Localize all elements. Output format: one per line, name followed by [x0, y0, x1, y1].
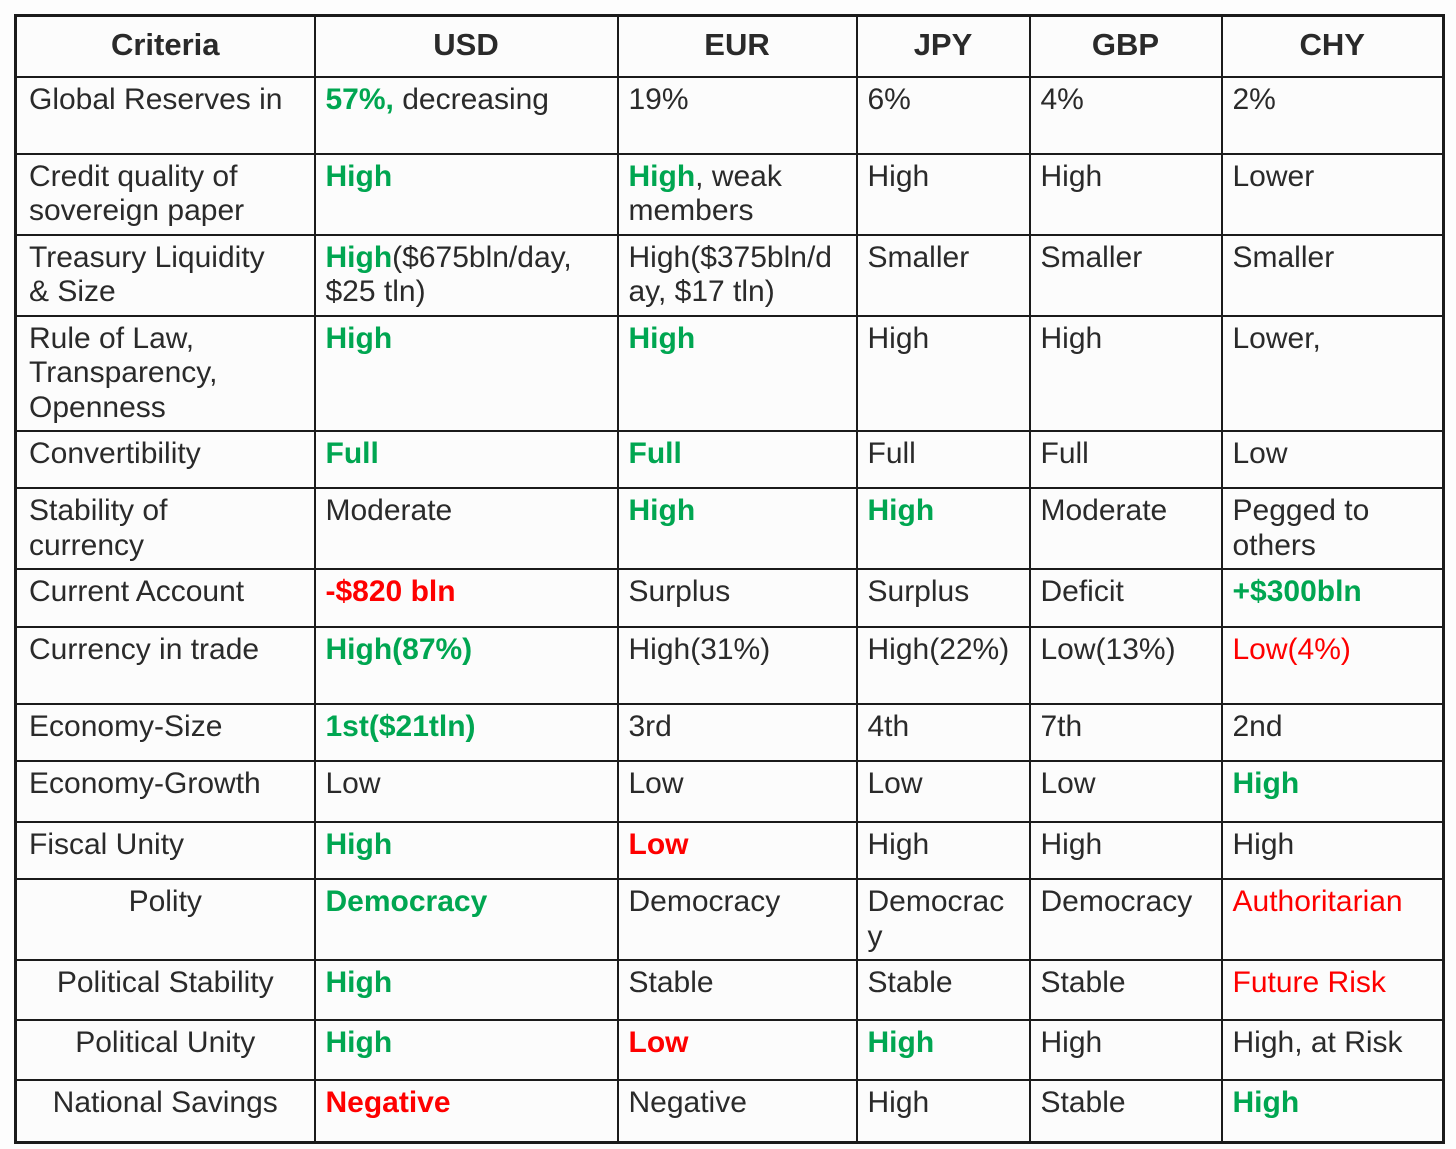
table-header	[16, 16, 1444, 77]
value-cell	[1030, 627, 1222, 704]
cell-text: Low(4%)	[1232, 633, 1351, 666]
table-row	[16, 488, 1444, 569]
value-cell	[315, 1020, 618, 1080]
cell-text: High	[867, 1026, 935, 1059]
cell-text: 3rd	[628, 710, 672, 743]
cell-text: Lower	[1232, 159, 1315, 193]
cell-text: Low	[628, 828, 689, 861]
cell-text: decreasing	[393, 82, 549, 116]
value-cell	[857, 154, 1030, 235]
value-cell	[618, 761, 857, 822]
table-row	[16, 154, 1444, 235]
cell-text: High	[1040, 828, 1103, 861]
value-cell	[857, 879, 1030, 960]
table-row	[16, 761, 1444, 822]
value-cell	[1030, 960, 1222, 1020]
table-row	[16, 822, 1444, 879]
cell-text: Authoritarian	[1232, 885, 1403, 918]
value-cell	[857, 77, 1030, 154]
cell-text: Democracy	[867, 885, 1005, 953]
cell-text: High	[1040, 159, 1103, 193]
cell-text: High	[867, 828, 930, 861]
criteria-cell: Convertibility	[16, 431, 315, 488]
table-row	[16, 316, 1444, 432]
value-cell	[1030, 316, 1222, 432]
value-cell	[1222, 1020, 1444, 1080]
value-cell	[1222, 488, 1444, 569]
value-cell	[1222, 761, 1444, 822]
criteria-cell: Rule of Law, Transparency, Openness	[16, 316, 315, 432]
cell-text: 57%,	[325, 82, 394, 116]
cell-text: +$300bln	[1232, 575, 1362, 608]
value-cell	[857, 316, 1030, 432]
value-cell	[1222, 154, 1444, 235]
currency-table	[14, 14, 1445, 1144]
criteria-cell: National Savings	[16, 1080, 315, 1142]
value-cell	[618, 316, 857, 432]
cell-text: Lower,	[1232, 321, 1321, 355]
value-cell	[1222, 627, 1444, 704]
value-cell	[857, 1020, 1030, 1080]
table-row	[16, 569, 1444, 627]
criteria-cell: Stability of currency	[16, 488, 315, 569]
cell-text: Democracy	[628, 885, 781, 918]
value-cell	[1222, 822, 1444, 879]
cell-text: High($375bln/day, $17 tln)	[628, 240, 832, 308]
cell-text: 1st($21tln)	[325, 710, 476, 743]
cell-text: Low	[325, 767, 381, 800]
value-cell	[315, 569, 618, 627]
value-cell	[315, 822, 618, 879]
cell-text: Smaller	[867, 240, 970, 274]
value-cell	[618, 431, 857, 488]
cell-text: High	[867, 321, 930, 355]
cell-text: High	[1040, 321, 1103, 355]
table-row	[16, 1080, 1444, 1142]
value-cell	[1030, 488, 1222, 569]
cell-text: Negative	[325, 1086, 451, 1119]
value-cell	[618, 1080, 857, 1142]
table-row	[16, 431, 1444, 488]
value-cell	[315, 1080, 618, 1142]
cell-text: High	[628, 494, 696, 527]
cell-text: High	[867, 494, 935, 527]
criteria-cell: Economy-Size	[16, 704, 315, 761]
header-row	[16, 16, 1444, 77]
cell-text: 4th	[867, 710, 910, 743]
criteria-cell: Economy-Growth	[16, 761, 315, 822]
cell-text: High	[1040, 1026, 1103, 1059]
value-cell	[1222, 316, 1444, 432]
table-row	[16, 879, 1444, 960]
cell-text: High	[325, 159, 393, 193]
cell-text: Moderate	[1040, 494, 1168, 527]
value-cell	[1030, 879, 1222, 960]
value-cell	[618, 154, 857, 235]
value-cell	[857, 235, 1030, 316]
cell-text: Low	[628, 767, 684, 800]
cell-text: High	[1232, 1086, 1300, 1119]
cell-text: High(31%)	[628, 633, 771, 666]
cell-text: Future Risk	[1232, 966, 1386, 999]
criteria-cell: Currency in trade	[16, 627, 315, 704]
cell-text: Low	[1232, 437, 1288, 470]
cell-text: Full	[628, 437, 682, 470]
cell-text: -$820 bln	[325, 575, 456, 608]
cell-text: High(87%)	[325, 633, 473, 666]
cell-text: Low	[1040, 767, 1096, 800]
criteria-cell: Credit quality of sovereign paper	[16, 154, 315, 235]
value-cell	[618, 704, 857, 761]
value-cell	[618, 488, 857, 569]
value-cell	[857, 960, 1030, 1020]
value-cell	[857, 627, 1030, 704]
cell-text: High	[867, 1086, 930, 1119]
value-cell	[618, 77, 857, 154]
value-cell	[315, 627, 618, 704]
value-cell	[857, 488, 1030, 569]
cell-text: Smaller	[1232, 240, 1335, 274]
cell-text: 2nd	[1232, 710, 1283, 743]
value-cell	[1222, 431, 1444, 488]
cell-text: Deficit	[1040, 575, 1124, 608]
cell-text: High	[325, 966, 393, 999]
value-cell	[1030, 822, 1222, 879]
value-cell	[857, 761, 1030, 822]
cell-text: Democracy	[325, 885, 488, 918]
cell-text: Stable	[628, 966, 714, 999]
table-body	[16, 77, 1444, 1143]
value-cell	[315, 235, 618, 316]
criteria-column-header: Criteria	[16, 16, 315, 77]
criteria-cell: Political Stability	[16, 960, 315, 1020]
column-header-chy: CHY	[1222, 16, 1444, 77]
value-cell	[315, 488, 618, 569]
value-cell	[1222, 704, 1444, 761]
value-cell	[1030, 1020, 1222, 1080]
cell-text: Full	[867, 437, 916, 470]
cell-text: Surplus	[867, 575, 970, 608]
value-cell	[618, 569, 857, 627]
column-header-eur: EUR	[618, 16, 857, 77]
cell-text: Full	[325, 437, 379, 470]
cell-text: High	[325, 321, 393, 355]
cell-text: Democracy	[1040, 885, 1193, 918]
cell-text: High(22%)	[867, 633, 1010, 666]
value-cell	[315, 154, 618, 235]
criteria-cell: Political Unity	[16, 1020, 315, 1080]
criteria-cell: Current Account	[16, 569, 315, 627]
value-cell	[315, 431, 618, 488]
criteria-cell: Treasury Liquidity & Size	[16, 235, 315, 316]
cell-text: Surplus	[628, 575, 731, 608]
cell-text: Low	[628, 1026, 689, 1059]
value-cell	[1030, 704, 1222, 761]
cell-text: 2%	[1232, 82, 1276, 116]
cell-text: High, at Risk	[1232, 1026, 1403, 1059]
cell-text: High	[628, 159, 696, 193]
value-cell	[1222, 879, 1444, 960]
value-cell	[618, 879, 857, 960]
column-header-usd: USD	[315, 16, 618, 77]
value-cell	[857, 704, 1030, 761]
value-cell	[618, 960, 857, 1020]
column-header-gbp: GBP	[1030, 16, 1222, 77]
criteria-cell: Fiscal Unity	[16, 822, 315, 879]
table-row	[16, 1020, 1444, 1080]
cell-text: High	[325, 240, 393, 274]
value-cell	[1030, 235, 1222, 316]
cell-text: Stable	[1040, 966, 1126, 999]
criteria-cell: Global Reserves in	[16, 77, 315, 154]
cell-text: High	[1232, 828, 1295, 861]
value-cell	[1222, 77, 1444, 154]
cell-text: 19%	[628, 82, 689, 116]
value-cell	[1222, 960, 1444, 1020]
value-cell	[315, 879, 618, 960]
value-cell	[315, 77, 618, 154]
cell-text: High	[867, 159, 930, 193]
column-header-jpy: JPY	[857, 16, 1030, 77]
value-cell	[315, 704, 618, 761]
value-cell	[1030, 569, 1222, 627]
cell-text: , weak members	[628, 159, 791, 227]
value-cell	[618, 1020, 857, 1080]
currency-comparison	[14, 14, 1445, 1144]
value-cell	[1030, 77, 1222, 154]
value-cell	[1030, 1080, 1222, 1142]
value-cell	[1030, 761, 1222, 822]
table-row	[16, 704, 1444, 761]
value-cell	[1222, 1080, 1444, 1142]
cell-text: Negative	[628, 1086, 747, 1119]
cell-text: High	[325, 828, 393, 861]
value-cell	[1030, 431, 1222, 488]
value-cell	[315, 316, 618, 432]
cell-text: High	[325, 1026, 393, 1059]
value-cell	[315, 960, 618, 1020]
value-cell	[857, 1080, 1030, 1142]
table-row	[16, 235, 1444, 316]
value-cell	[618, 627, 857, 704]
cell-text: High	[1232, 767, 1300, 800]
value-cell	[857, 569, 1030, 627]
cell-text: Smaller	[1040, 240, 1143, 274]
value-cell	[315, 761, 618, 822]
cell-text: Low(13%)	[1040, 633, 1176, 666]
cell-text: ($675bln/day, $25 tln)	[325, 240, 581, 308]
cell-text: Moderate	[325, 494, 453, 527]
value-cell	[618, 235, 857, 316]
cell-text: Stable	[1040, 1086, 1126, 1119]
value-cell	[857, 822, 1030, 879]
value-cell	[618, 822, 857, 879]
value-cell	[857, 431, 1030, 488]
table-row	[16, 960, 1444, 1020]
value-cell	[1030, 154, 1222, 235]
cell-text: 6%	[867, 82, 911, 116]
criteria-cell: Polity	[16, 879, 315, 960]
value-cell	[1222, 235, 1444, 316]
cell-text: 7th	[1040, 710, 1083, 743]
cell-text: Low	[867, 767, 923, 800]
cell-text: Pegged to others	[1232, 494, 1378, 562]
table-row	[16, 627, 1444, 704]
cell-text: High	[628, 321, 696, 355]
cell-text: Stable	[867, 966, 953, 999]
value-cell	[1222, 569, 1444, 627]
cell-text: Full	[1040, 437, 1089, 470]
table-row	[16, 77, 1444, 154]
cell-text: 4%	[1040, 82, 1084, 116]
